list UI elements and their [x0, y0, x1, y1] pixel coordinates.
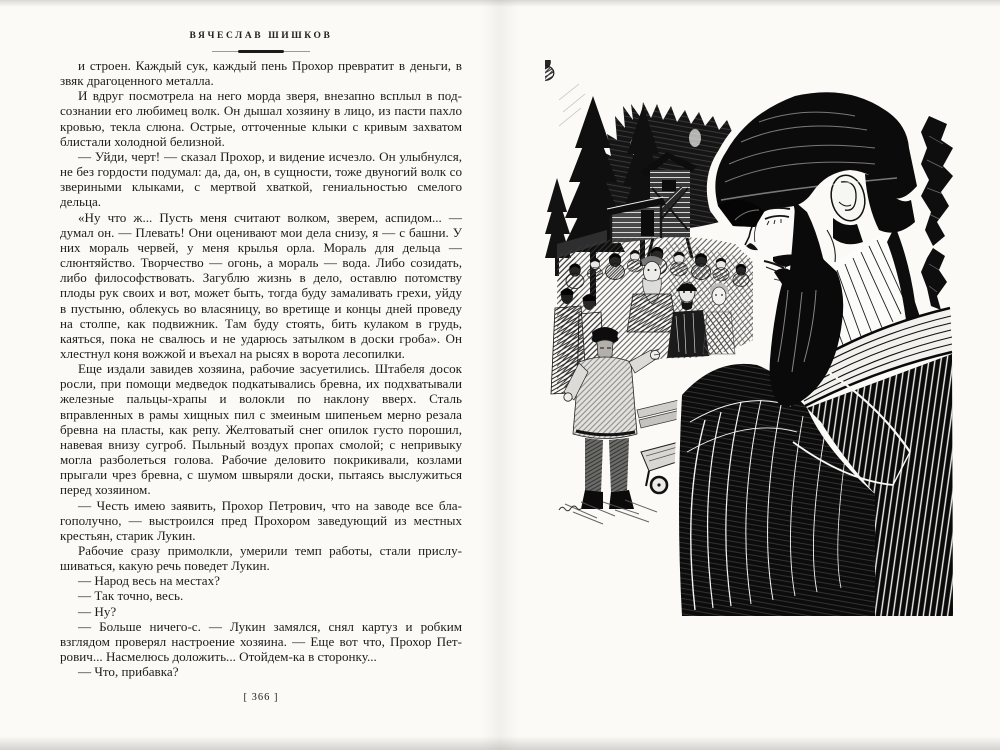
ear	[827, 172, 869, 224]
photo-edge-top	[0, 0, 1000, 7]
paragraph: — Уйди, черт! — сказал Прохор, и видение исчезло. Он улыбнулся, не без гордости подумал: да, да, он, в сущности, тоже двуногий волк со звериными клыками, с мертвой хваткой, гениальностью смелого дельца.	[60, 148, 462, 210]
paragraph: — Народ весь на местах?	[78, 573, 220, 589]
woodcut-illustration	[545, 60, 955, 620]
foliage-right	[921, 116, 953, 310]
background-hatch	[559, 84, 585, 126]
paragraph: — Так точно, весь.	[78, 588, 184, 604]
running-header: ВЯЧЕСЛАВ ШИШКОВ	[189, 31, 333, 41]
paragraph: — Честь имею заявить, Прохор Петрович, что на заводе все благополучно, — выстроился пред Прохором заведующий из местных крестьян, старик Лукин.	[60, 497, 462, 543]
page-gutter	[482, 0, 518, 750]
photo-edge-bottom	[0, 736, 1000, 750]
paragraph: — Ну?	[78, 603, 117, 619]
page-number: [ 366 ]	[243, 692, 279, 703]
paragraph: Рабочие сразу примолкли, умерили темп работы, стали прислушиваться, какую речь поведет Лукин.	[60, 543, 462, 574]
paragraph: «Ну что ж... Пусть меня считают волком, зверем, аспидом... — думал он. — Плевать! Они оценивают мои дела снизу, я — с башни. У них мораль червей, у меня крылья орла. Мораль для дельца — слюнтяйство. Творчество — огонь, а мораль — вода. Либо созидать, либо философствовать. Загублю жизнь в дело, оставлю потомству плоды рук своих и вот, может быть, тогда буду замаливать грехи, уйду в пустыню, облекусь во власяницу, во вретище и концы дней проведу на столпе, как подвижник. Там буду стоять, бить кулаком в грудь, каяться, пока не свалюсь и не ударюсь затылком в доски гроба». Он хлестнул коня вожжой и въехал на рысях в ворота лесопилки.	[60, 209, 462, 361]
header-rule-ornament	[212, 50, 310, 53]
text-column	[60, 58, 462, 679]
paragraph: И вдруг посмотрела на него морда зверя, внезапно всплыл в подсознании его любимец волк. Он дышал хозяину в лицо, из пасти пахло кровью, текла слюна. Острые, отточенные клыки с кривым захватом блистали холодной белизной.	[60, 88, 462, 149]
paragraph: — Что, прибавка?	[78, 664, 179, 680]
paragraph: — Больше ничего-с. — Лукин замялся, снял картуз и робким взглядом проверял настроение хозяина. — Еще вот что, Прохор Петрович... Насмелюсь доложить... Отойдем-ка в сторонку...	[60, 618, 462, 665]
paragraph: и строен. Каждый сук, каждый пень Прохор превратит в деньги, в звяк драгоценного металла.	[60, 58, 462, 89]
paragraph: Еще издали завидев хозяина, рабочие засуетились. Штабеля досок росли, при помощи медведок подкатывались бревна, их подхватывали железные пальцы-храпы и волокли по наклону вверх. Сталь вправленных в рамы хищных пил с змеиным шипеньем мерно резала бревна на пласты, как репу. Желтоватый снег опилок густо порошил, навевая внизу сугроб. Пыльный воздух пропах смолой; с непривыку могла разболеться голова. Рабочие деловито покрикивали, козлами прыгали чрез бревна, с шумом швыряли доски, пытаясь выслужиться перед хозяином.	[60, 361, 462, 498]
